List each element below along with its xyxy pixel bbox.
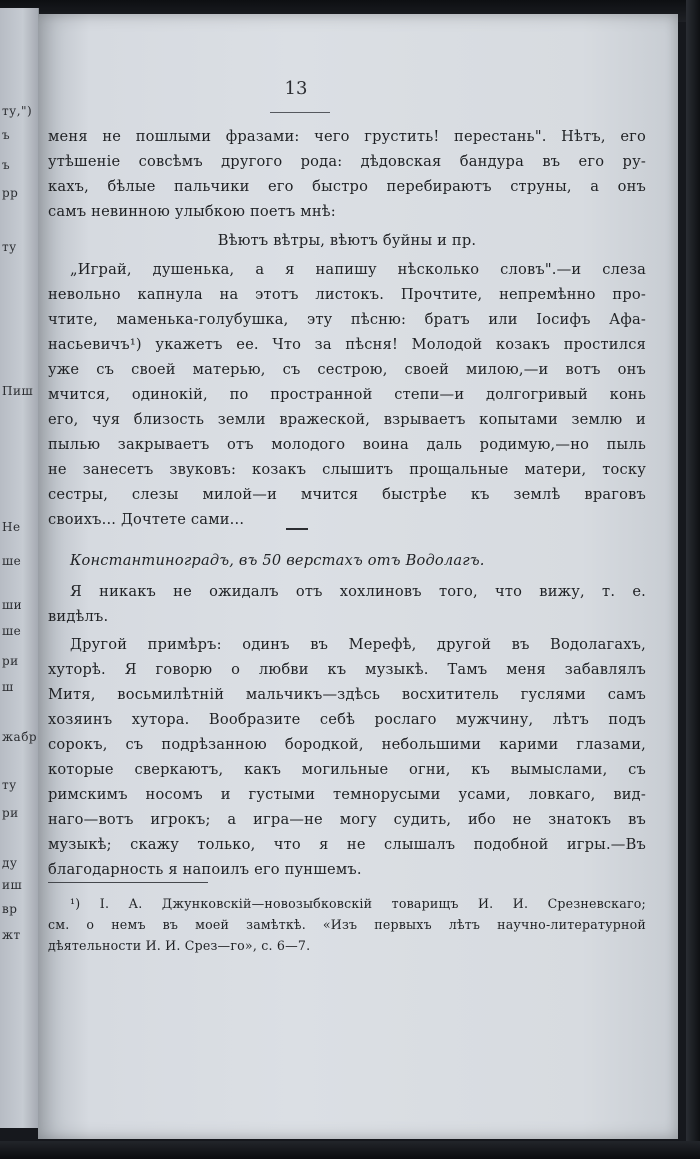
scan-frame-bottom: [0, 1141, 700, 1159]
text-line: своихъ... Дочтете сами...: [48, 511, 245, 528]
left-page-fragment: ту: [2, 778, 17, 792]
text-line: его, чуя близость земли вражеской, взрываетъ копытами землю и: [48, 411, 646, 428]
text-line: сестры, слезы милой—и мчится быстрѣе къ землѣ враговъ: [48, 486, 646, 503]
scan-frame-right: [686, 0, 700, 1159]
text-line: музыкѣ; скажу только, что я не слышалъ подобной игры.—Въ: [48, 836, 646, 853]
text-line: хуторѣ. Я говорю о любви къ музыкѣ. Тамъ меня забавлялъ: [48, 661, 646, 678]
previous-page-edge: [0, 8, 39, 1128]
text-line: чтите, маменька-голубушка, эту пѣсню: братъ или Іосифъ Афа-: [48, 311, 646, 328]
left-page-fragment: рр: [2, 186, 19, 200]
text-line: самъ невинною улыбкою поетъ мнѣ:: [48, 203, 336, 220]
text-line: наго—вотъ игрокъ; а игра—не могу судить, ибо не знатокъ въ: [48, 811, 646, 828]
page-number-underline: [270, 112, 330, 113]
footnote-line: см. о немъ въ моей замѣткѣ. «Изъ первыхъ лѣтъ научно-литературной: [48, 917, 646, 932]
verse-line: Вѣютъ вѣтры, вѣютъ буйны и пр.: [217, 232, 477, 249]
left-page-fragment: жт: [2, 928, 21, 942]
left-page-fragment: ри: [2, 654, 19, 668]
text-line: насьевичъ¹) укажетъ ее. Что за пѣсня! Молодой козакъ простился: [48, 336, 646, 353]
section-separator: [286, 528, 308, 530]
left-page-fragment: иш: [2, 878, 23, 892]
left-page-fragment: ши: [2, 598, 23, 612]
text-line: пылью закрываетъ отъ молодого воина даль родимую,—но пыль: [48, 436, 646, 453]
text-line: Я никакъ не ожидалъ отъ хохлиновъ того, что вижу, т. е.: [70, 583, 646, 600]
left-page-fragment: ше: [2, 624, 22, 638]
left-page-fragment: ше: [2, 554, 22, 568]
left-page-fragment: вр: [2, 902, 18, 916]
text-line: невольно капнула на этотъ листокъ. Прочтите, непремѣнно про-: [48, 286, 646, 303]
text-line: благодарность я напоилъ его пуншемъ.: [48, 861, 362, 878]
footnote-line: ¹) І. А. Джунковскій—новозыбковскій товарищъ И. И. Срезневскаго;: [70, 896, 646, 911]
text-line: Митя, восьмилѣтній мальчикъ—здѣсь восхититель гуслями самъ: [48, 686, 646, 703]
text-line: которые сверкаютъ, какъ могильные огни, къ вымыслами, съ: [48, 761, 646, 778]
book-page: [38, 14, 678, 1139]
text-line: не занесетъ звуковъ: козакъ слышитъ прощальные матери, тоску: [48, 461, 646, 478]
left-page-fragment: ри: [2, 806, 19, 820]
text-line: римскимъ носомъ и густыми темнорусыми усами, ловкаго, вид-: [48, 786, 646, 803]
text-line: уже съ своей матерью, съ сестрою, своей милою,—и вотъ онъ: [48, 361, 646, 378]
text-line: сорокъ, съ подрѣзанною бородкой, небольшими карими глазами,: [48, 736, 646, 753]
page-number: 13: [284, 78, 308, 99]
left-page-fragment: ъ: [2, 128, 11, 142]
text-line: кахъ, бѣлые пальчики его быстро перебираютъ струны, а онъ: [48, 178, 646, 195]
text-line: хозяинъ хутора. Вообразите себѣ рослаго мужчину, лѣтъ подъ: [48, 711, 646, 728]
footnote-line: дѣятельности И. И. Срез—го», с. 6—7.: [48, 938, 311, 953]
left-page-fragment: ту: [2, 240, 17, 254]
text-line: меня не пошлыми фразами: чего грустить! перестань". Нѣтъ, его: [48, 128, 646, 145]
left-page-fragment: Не: [2, 520, 21, 534]
footnote-rule: [48, 882, 208, 883]
left-page-fragment: ъ: [2, 158, 11, 172]
text-line: мчится, одинокій, по пространной степи—и долгогривый конь: [48, 386, 646, 403]
left-page-fragment: Пиш: [2, 384, 34, 398]
text-line: видѣлъ.: [48, 608, 109, 625]
text-line: утѣшеніе совсѣмъ другого рода: дѣдовская бандура въ его ру-: [48, 153, 646, 170]
left-page-fragment: ту,"): [2, 104, 33, 118]
text-line: Другой примѣръ: одинъ въ Мерефѣ, другой въ Водолагахъ,: [70, 636, 646, 653]
left-page-fragment: ш: [2, 680, 14, 694]
text-line: „Играй, душенька, а я напишу нѣсколько словъ".—и слеза: [70, 261, 646, 278]
left-page-fragment: ду: [2, 856, 18, 870]
section-heading: Константиноградъ, въ 50 верстахъ отъ Водолагъ.: [70, 552, 485, 569]
left-page-fragment: жабр: [2, 730, 38, 744]
